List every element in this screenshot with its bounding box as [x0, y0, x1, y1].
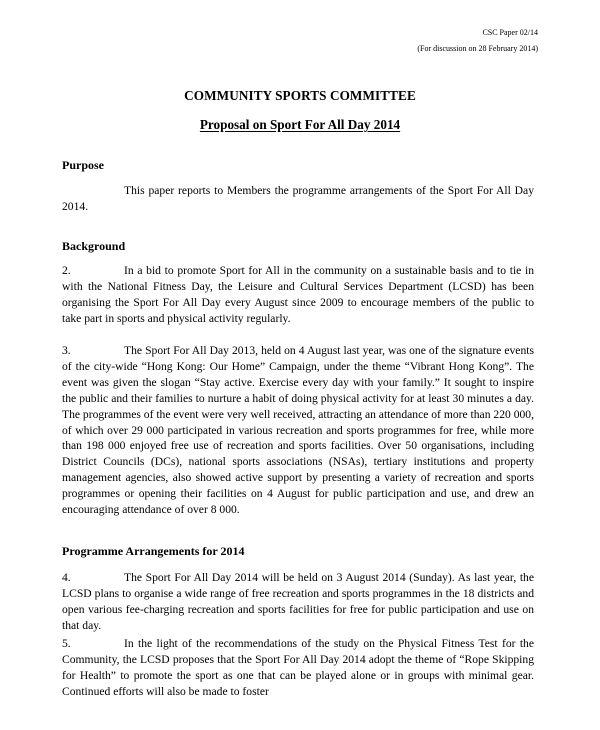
paragraph-text: In a bid to promote Sport for All in the community on a sustainable basis and to tie in with the National Fitness Day, the Leisure and Cultural Services Department (LCSD) has been organising the Sport For All Day every August since 2009 to encourage members of the public to take part in sports and physical activity regularly.	[62, 264, 534, 325]
paragraph-number: 2.	[62, 264, 71, 277]
programme-heading: Programme Arrangements for 2014	[62, 544, 245, 558]
document-subtitle	[0, 117, 600, 133]
paragraph-5	[62, 636, 534, 700]
discussion-date-note: (For discussion on 28 February 2014)	[417, 44, 538, 53]
paragraph-4	[62, 570, 534, 634]
purpose-text: This paper reports to Members the programme arrangements of the Sport For All Day 2014.	[62, 184, 534, 213]
paragraph-number: 4.	[62, 571, 71, 584]
paper-reference: CSC Paper 02/14	[482, 28, 538, 37]
background-heading: Background	[62, 239, 126, 253]
paragraph-text: In the light of the recommendations of the study on the Physical Fitness Test for the Community, the LCSD proposes that the Sport For All Day 2014 adopt the theme of “Rope Skipping for Health” to promote the sport as one that can be played alone or in groups with minimal gear. Continued efforts will also be made to foster	[62, 637, 534, 698]
paragraph-number: 5.	[62, 637, 71, 650]
purpose-heading: Purpose	[62, 158, 104, 172]
subtitle-text: Proposal on Sport For All Day 2014	[199, 117, 401, 132]
document-title: COMMUNITY SPORTS COMMITTEE	[184, 88, 416, 103]
purpose-paragraph	[62, 183, 534, 215]
paragraph-text: The Sport For All Day 2013, held on 4 August last year, was one of the signature events of the city-wide “Hong Kong: Our Home” Campaign, under the theme “Vibrant Hong Kong”. The event was given the slogan “Stay active. Exercise every day with your family.” It sought to inspire the public and their families to nurture a habit of doing physical activity for at least 30 minutes a day. The programmes of the event were very well received, attracting an attendance of more than 220 000, of which over 29 000 participated in various recreation and sports programmes for free, while more than 198 000 enjoyed free use of recreation and sports facilities. Over 50 organisations, including District Councils (DCs), national sports associations (NSAs), tertiary institutions and property management agencies, also showed active support by presenting a variety of recreation and sports programmes or opening their facilities on 4 August for public participation and use, and drew an encouraging attendance of over 8 000.	[62, 344, 534, 517]
paragraph-3	[62, 343, 534, 518]
paragraph-2	[62, 263, 534, 327]
paragraph-number: 3.	[62, 344, 71, 357]
paragraph-text: The Sport For All Day 2014 will be held on 3 August 2014 (Sunday). As last year, the LCSD plans to organise a wide range of free recreation and sports programmes in the 18 districts and open various fee-charging recreation and sports facilities for free for public participation and use on that day.	[62, 571, 534, 632]
